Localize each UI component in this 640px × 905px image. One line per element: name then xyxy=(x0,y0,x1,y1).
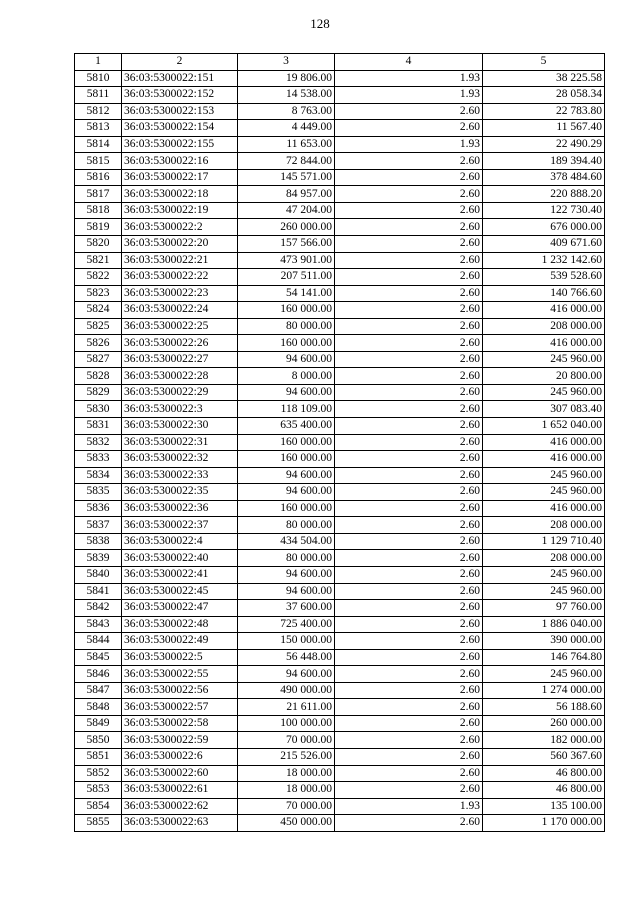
value-cell: 245 960.00 xyxy=(483,467,605,484)
table-row xyxy=(75,103,605,120)
area-cell: 84 957.00 xyxy=(238,186,335,203)
cadastral-number-cell: 36:03:5300022:6 xyxy=(122,748,238,765)
value-cell: 390 000.00 xyxy=(483,633,605,650)
rate-cell: 2.60 xyxy=(335,666,483,683)
area-cell: 37 600.00 xyxy=(238,600,335,617)
value-cell: 97 760.00 xyxy=(483,600,605,617)
table-row xyxy=(75,418,605,435)
value-cell: 378 484.60 xyxy=(483,169,605,186)
rate-cell: 2.60 xyxy=(335,318,483,335)
table-row xyxy=(75,682,605,699)
area-cell: 160 000.00 xyxy=(238,451,335,468)
value-cell: 1 129 710.40 xyxy=(483,533,605,550)
table-row xyxy=(75,285,605,302)
area-cell: 8 763.00 xyxy=(238,103,335,120)
table-row xyxy=(75,202,605,219)
table-row xyxy=(75,566,605,583)
cadastral-number-cell: 36:03:5300022:31 xyxy=(122,434,238,451)
table-row xyxy=(75,136,605,153)
row-number-cell: 5819 xyxy=(75,219,122,236)
rate-cell: 2.60 xyxy=(335,351,483,368)
rate-cell: 2.60 xyxy=(335,451,483,468)
cadastral-number-cell: 36:03:5300022:27 xyxy=(122,351,238,368)
rate-cell: 2.60 xyxy=(335,517,483,534)
rate-cell: 1.93 xyxy=(335,70,483,87)
table-row xyxy=(75,169,605,186)
cadastral-number-cell: 36:03:5300022:32 xyxy=(122,451,238,468)
cadastral-number-cell: 36:03:5300022:55 xyxy=(122,666,238,683)
area-cell: 94 600.00 xyxy=(238,566,335,583)
row-number-cell: 5810 xyxy=(75,70,122,87)
row-number-cell: 5832 xyxy=(75,434,122,451)
rate-cell: 2.60 xyxy=(335,782,483,799)
rate-cell: 2.60 xyxy=(335,169,483,186)
table-row xyxy=(75,798,605,815)
area-cell: 80 000.00 xyxy=(238,550,335,567)
area-cell: 18 000.00 xyxy=(238,782,335,799)
column-header: 3 xyxy=(238,54,335,71)
table-row xyxy=(75,236,605,253)
area-cell: 160 000.00 xyxy=(238,434,335,451)
cadastral-number-cell: 36:03:5300022:59 xyxy=(122,732,238,749)
table-row xyxy=(75,600,605,617)
row-number-cell: 5841 xyxy=(75,583,122,600)
area-cell: 94 600.00 xyxy=(238,666,335,683)
value-cell: 182 000.00 xyxy=(483,732,605,749)
value-cell: 416 000.00 xyxy=(483,434,605,451)
value-cell: 416 000.00 xyxy=(483,302,605,319)
row-number-cell: 5849 xyxy=(75,715,122,732)
area-cell: 490 000.00 xyxy=(238,682,335,699)
value-cell: 307 083.40 xyxy=(483,401,605,418)
rate-cell: 1.93 xyxy=(335,136,483,153)
row-number-cell: 5836 xyxy=(75,500,122,517)
area-cell: 19 806.00 xyxy=(238,70,335,87)
area-cell: 94 600.00 xyxy=(238,583,335,600)
value-cell: 1 232 142.60 xyxy=(483,252,605,269)
cadastral-number-cell: 36:03:5300022:33 xyxy=(122,467,238,484)
cadastral-number-cell: 36:03:5300022:48 xyxy=(122,616,238,633)
row-number-cell: 5845 xyxy=(75,649,122,666)
rate-cell: 2.60 xyxy=(335,566,483,583)
cadastral-number-cell: 36:03:5300022:20 xyxy=(122,236,238,253)
rate-cell: 2.60 xyxy=(335,434,483,451)
area-cell: 80 000.00 xyxy=(238,517,335,534)
area-cell: 14 538.00 xyxy=(238,87,335,104)
value-cell: 676 000.00 xyxy=(483,219,605,236)
rate-cell: 2.60 xyxy=(335,649,483,666)
table-row xyxy=(75,732,605,749)
table-row xyxy=(75,120,605,137)
row-number-cell: 5826 xyxy=(75,335,122,352)
cadastral-number-cell: 36:03:5300022:154 xyxy=(122,120,238,137)
table-row xyxy=(75,715,605,732)
row-number-cell: 5850 xyxy=(75,732,122,749)
value-cell: 560 367.60 xyxy=(483,748,605,765)
value-cell: 220 888.20 xyxy=(483,186,605,203)
table-row xyxy=(75,269,605,286)
table-row xyxy=(75,451,605,468)
area-cell: 157 566.00 xyxy=(238,236,335,253)
cadastral-number-cell: 36:03:5300022:21 xyxy=(122,252,238,269)
area-cell: 215 526.00 xyxy=(238,748,335,765)
value-cell: 122 730.40 xyxy=(483,202,605,219)
cadastral-number-cell: 36:03:5300022:5 xyxy=(122,649,238,666)
value-cell: 1 652 040.00 xyxy=(483,418,605,435)
cadastral-number-cell: 36:03:5300022:28 xyxy=(122,368,238,385)
rate-cell: 2.60 xyxy=(335,252,483,269)
value-cell: 245 960.00 xyxy=(483,351,605,368)
value-cell: 416 000.00 xyxy=(483,335,605,352)
rate-cell: 2.60 xyxy=(335,533,483,550)
value-cell: 1 886 040.00 xyxy=(483,616,605,633)
rate-cell: 2.60 xyxy=(335,186,483,203)
cadastral-number-cell: 36:03:5300022:40 xyxy=(122,550,238,567)
area-cell: 160 000.00 xyxy=(238,500,335,517)
value-cell: 208 000.00 xyxy=(483,550,605,567)
area-cell: 80 000.00 xyxy=(238,318,335,335)
cadastral-number-cell: 36:03:5300022:26 xyxy=(122,335,238,352)
rate-cell: 2.60 xyxy=(335,236,483,253)
row-number-cell: 5822 xyxy=(75,269,122,286)
rate-cell: 2.60 xyxy=(335,715,483,732)
row-number-cell: 5816 xyxy=(75,169,122,186)
value-cell: 46 800.00 xyxy=(483,782,605,799)
cadastral-number-cell: 36:03:5300022:63 xyxy=(122,815,238,832)
area-cell: 94 600.00 xyxy=(238,467,335,484)
value-cell: 539 528.60 xyxy=(483,269,605,286)
area-cell: 94 600.00 xyxy=(238,484,335,501)
column-header: 4 xyxy=(335,54,483,71)
rate-cell: 2.60 xyxy=(335,748,483,765)
table-row xyxy=(75,649,605,666)
cadastral-number-cell: 36:03:5300022:23 xyxy=(122,285,238,302)
value-cell: 245 960.00 xyxy=(483,583,605,600)
column-header: 5 xyxy=(483,54,605,71)
area-cell: 4 449.00 xyxy=(238,120,335,137)
cadastral-number-cell: 36:03:5300022:37 xyxy=(122,517,238,534)
rate-cell: 1.93 xyxy=(335,798,483,815)
rate-cell: 2.60 xyxy=(335,815,483,832)
rate-cell: 2.60 xyxy=(335,616,483,633)
value-cell: 38 225.58 xyxy=(483,70,605,87)
area-cell: 260 000.00 xyxy=(238,219,335,236)
rate-cell: 2.60 xyxy=(335,302,483,319)
cadastral-number-cell: 36:03:5300022:49 xyxy=(122,633,238,650)
row-number-cell: 5830 xyxy=(75,401,122,418)
table-row xyxy=(75,401,605,418)
area-cell: 70 000.00 xyxy=(238,798,335,815)
table-row xyxy=(75,550,605,567)
table-row xyxy=(75,815,605,832)
rate-cell: 2.60 xyxy=(335,335,483,352)
area-cell: 72 844.00 xyxy=(238,153,335,170)
table-row xyxy=(75,434,605,451)
rate-cell: 2.60 xyxy=(335,765,483,782)
rate-cell: 2.60 xyxy=(335,418,483,435)
row-number-cell: 5823 xyxy=(75,285,122,302)
area-cell: 160 000.00 xyxy=(238,335,335,352)
row-number-cell: 5811 xyxy=(75,87,122,104)
table-row xyxy=(75,633,605,650)
value-cell: 146 764.80 xyxy=(483,649,605,666)
area-cell: 450 000.00 xyxy=(238,815,335,832)
row-number-cell: 5847 xyxy=(75,682,122,699)
column-header: 2 xyxy=(122,54,238,71)
rate-cell: 2.60 xyxy=(335,202,483,219)
table-row xyxy=(75,87,605,104)
area-cell: 635 400.00 xyxy=(238,418,335,435)
cadastral-number-cell: 36:03:5300022:56 xyxy=(122,682,238,699)
area-cell: 47 204.00 xyxy=(238,202,335,219)
area-cell: 725 400.00 xyxy=(238,616,335,633)
row-number-cell: 5843 xyxy=(75,616,122,633)
rate-cell: 1.93 xyxy=(335,87,483,104)
cadastral-number-cell: 36:03:5300022:24 xyxy=(122,302,238,319)
area-cell: 207 511.00 xyxy=(238,269,335,286)
value-cell: 245 960.00 xyxy=(483,566,605,583)
row-number-cell: 5840 xyxy=(75,566,122,583)
value-cell: 245 960.00 xyxy=(483,484,605,501)
row-number-cell: 5844 xyxy=(75,633,122,650)
cadastral-number-cell: 36:03:5300022:3 xyxy=(122,401,238,418)
table-row xyxy=(75,782,605,799)
column-header: 1 xyxy=(75,54,122,71)
table-row xyxy=(75,765,605,782)
row-number-cell: 5833 xyxy=(75,451,122,468)
rate-cell: 2.60 xyxy=(335,633,483,650)
value-cell: 416 000.00 xyxy=(483,500,605,517)
area-cell: 94 600.00 xyxy=(238,384,335,401)
table-row xyxy=(75,616,605,633)
header-row xyxy=(75,54,605,71)
area-cell: 100 000.00 xyxy=(238,715,335,732)
table-row xyxy=(75,533,605,550)
area-cell: 54 141.00 xyxy=(238,285,335,302)
cadastral-number-cell: 36:03:5300022:16 xyxy=(122,153,238,170)
value-cell: 208 000.00 xyxy=(483,318,605,335)
cadastral-number-cell: 36:03:5300022:151 xyxy=(122,70,238,87)
value-cell: 135 100.00 xyxy=(483,798,605,815)
value-cell: 22 490.29 xyxy=(483,136,605,153)
cadastral-number-cell: 36:03:5300022:47 xyxy=(122,600,238,617)
cadastral-number-cell: 36:03:5300022:45 xyxy=(122,583,238,600)
cadastral-number-cell: 36:03:5300022:57 xyxy=(122,699,238,716)
table-row xyxy=(75,748,605,765)
area-cell: 145 571.00 xyxy=(238,169,335,186)
row-number-cell: 5831 xyxy=(75,418,122,435)
row-number-cell: 5853 xyxy=(75,782,122,799)
cadastral-number-cell: 36:03:5300022:22 xyxy=(122,269,238,286)
row-number-cell: 5824 xyxy=(75,302,122,319)
value-cell: 11 567.40 xyxy=(483,120,605,137)
cadastral-number-cell: 36:03:5300022:19 xyxy=(122,202,238,219)
row-number-cell: 5814 xyxy=(75,136,122,153)
row-number-cell: 5846 xyxy=(75,666,122,683)
area-cell: 150 000.00 xyxy=(238,633,335,650)
cadastral-number-cell: 36:03:5300022:60 xyxy=(122,765,238,782)
area-cell: 11 653.00 xyxy=(238,136,335,153)
value-cell: 1 274 000.00 xyxy=(483,682,605,699)
row-number-cell: 5818 xyxy=(75,202,122,219)
value-cell: 46 800.00 xyxy=(483,765,605,782)
row-number-cell: 5835 xyxy=(75,484,122,501)
value-cell: 260 000.00 xyxy=(483,715,605,732)
rate-cell: 2.60 xyxy=(335,699,483,716)
cadastral-number-cell: 36:03:5300022:29 xyxy=(122,384,238,401)
cadastral-number-cell: 36:03:5300022:36 xyxy=(122,500,238,517)
rate-cell: 2.60 xyxy=(335,500,483,517)
rate-cell: 2.60 xyxy=(335,550,483,567)
rate-cell: 2.60 xyxy=(335,583,483,600)
area-cell: 18 000.00 xyxy=(238,765,335,782)
row-number-cell: 5842 xyxy=(75,600,122,617)
row-number-cell: 5812 xyxy=(75,103,122,120)
table-row xyxy=(75,252,605,269)
table-row xyxy=(75,583,605,600)
cadastral-number-cell: 36:03:5300022:25 xyxy=(122,318,238,335)
cadastral-value-table xyxy=(74,53,605,832)
table-row xyxy=(75,186,605,203)
area-cell: 118 109.00 xyxy=(238,401,335,418)
row-number-cell: 5813 xyxy=(75,120,122,137)
area-cell: 8 000.00 xyxy=(238,368,335,385)
row-number-cell: 5838 xyxy=(75,533,122,550)
row-number-cell: 5820 xyxy=(75,236,122,253)
table-row xyxy=(75,500,605,517)
cadastral-number-cell: 36:03:5300022:61 xyxy=(122,782,238,799)
row-number-cell: 5827 xyxy=(75,351,122,368)
cadastral-number-cell: 36:03:5300022:18 xyxy=(122,186,238,203)
rate-cell: 2.60 xyxy=(335,682,483,699)
rate-cell: 2.60 xyxy=(335,285,483,302)
table-row xyxy=(75,467,605,484)
row-number-cell: 5855 xyxy=(75,815,122,832)
rate-cell: 2.60 xyxy=(335,219,483,236)
value-cell: 189 394.40 xyxy=(483,153,605,170)
row-number-cell: 5837 xyxy=(75,517,122,534)
table-row xyxy=(75,153,605,170)
area-cell: 94 600.00 xyxy=(238,351,335,368)
table-row xyxy=(75,318,605,335)
area-cell: 21 611.00 xyxy=(238,699,335,716)
value-cell: 245 960.00 xyxy=(483,666,605,683)
area-cell: 434 504.00 xyxy=(238,533,335,550)
rate-cell: 2.60 xyxy=(335,269,483,286)
table-row xyxy=(75,70,605,87)
table-row xyxy=(75,384,605,401)
page-number: 128 xyxy=(310,16,330,31)
cadastral-number-cell: 36:03:5300022:35 xyxy=(122,484,238,501)
row-number-cell: 5817 xyxy=(75,186,122,203)
area-cell: 56 448.00 xyxy=(238,649,335,666)
cadastral-number-cell: 36:03:5300022:62 xyxy=(122,798,238,815)
row-number-cell: 5848 xyxy=(75,699,122,716)
row-number-cell: 5854 xyxy=(75,798,122,815)
area-cell: 70 000.00 xyxy=(238,732,335,749)
table-row xyxy=(75,219,605,236)
value-cell: 1 170 000.00 xyxy=(483,815,605,832)
row-number-cell: 5825 xyxy=(75,318,122,335)
value-cell: 409 671.60 xyxy=(483,236,605,253)
value-cell: 56 188.60 xyxy=(483,699,605,716)
rate-cell: 2.60 xyxy=(335,732,483,749)
table-row xyxy=(75,302,605,319)
row-number-cell: 5828 xyxy=(75,368,122,385)
row-number-cell: 5821 xyxy=(75,252,122,269)
value-cell: 140 766.60 xyxy=(483,285,605,302)
rate-cell: 2.60 xyxy=(335,600,483,617)
cadastral-number-cell: 36:03:5300022:155 xyxy=(122,136,238,153)
cadastral-number-cell: 36:03:5300022:58 xyxy=(122,715,238,732)
table-row xyxy=(75,351,605,368)
rate-cell: 2.60 xyxy=(335,384,483,401)
area-cell: 473 901.00 xyxy=(238,252,335,269)
table-row xyxy=(75,666,605,683)
value-cell: 28 058.34 xyxy=(483,87,605,104)
table-row xyxy=(75,699,605,716)
row-number-cell: 5815 xyxy=(75,153,122,170)
cadastral-number-cell: 36:03:5300022:17 xyxy=(122,169,238,186)
rate-cell: 2.60 xyxy=(335,401,483,418)
value-cell: 208 000.00 xyxy=(483,517,605,534)
row-number-cell: 5834 xyxy=(75,467,122,484)
rate-cell: 2.60 xyxy=(335,467,483,484)
rate-cell: 2.60 xyxy=(335,368,483,385)
cadastral-number-cell: 36:03:5300022:30 xyxy=(122,418,238,435)
table-body xyxy=(75,70,605,831)
row-number-cell: 5839 xyxy=(75,550,122,567)
area-cell: 160 000.00 xyxy=(238,302,335,319)
table-row xyxy=(75,335,605,352)
table-row xyxy=(75,368,605,385)
table-row xyxy=(75,517,605,534)
row-number-cell: 5852 xyxy=(75,765,122,782)
cadastral-number-cell: 36:03:5300022:41 xyxy=(122,566,238,583)
cadastral-number-cell: 36:03:5300022:153 xyxy=(122,103,238,120)
value-cell: 245 960.00 xyxy=(483,384,605,401)
rate-cell: 2.60 xyxy=(335,153,483,170)
cadastral-number-cell: 36:03:5300022:152 xyxy=(122,87,238,104)
row-number-cell: 5829 xyxy=(75,384,122,401)
value-cell: 22 783.80 xyxy=(483,103,605,120)
rate-cell: 2.60 xyxy=(335,484,483,501)
cadastral-number-cell: 36:03:5300022:2 xyxy=(122,219,238,236)
rate-cell: 2.60 xyxy=(335,103,483,120)
value-cell: 416 000.00 xyxy=(483,451,605,468)
rate-cell: 2.60 xyxy=(335,120,483,137)
cadastral-number-cell: 36:03:5300022:4 xyxy=(122,533,238,550)
row-number-cell: 5851 xyxy=(75,748,122,765)
table-row xyxy=(75,484,605,501)
value-cell: 20 800.00 xyxy=(483,368,605,385)
